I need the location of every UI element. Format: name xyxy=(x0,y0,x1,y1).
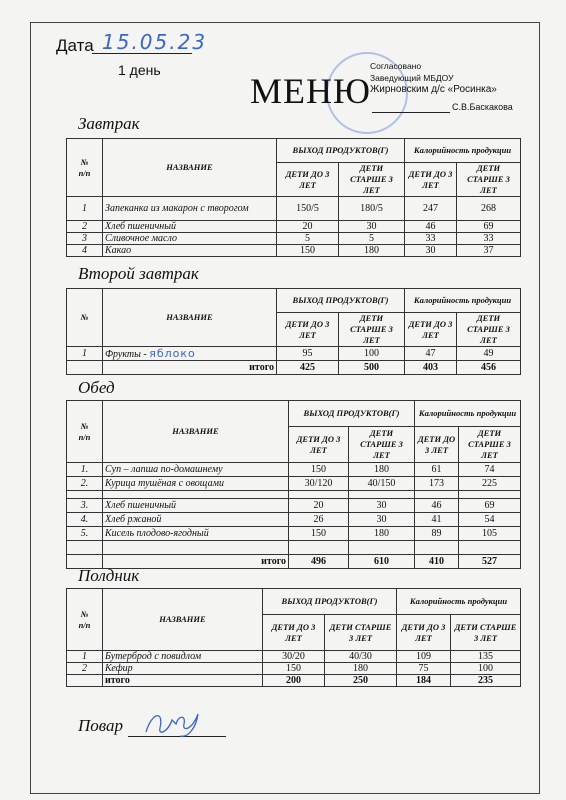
row-cal-under3: 33 xyxy=(405,233,457,245)
row-num: 5. xyxy=(67,527,103,541)
row-yield-over3: 40/30 xyxy=(325,651,397,663)
row-cal-over3: 69 xyxy=(457,221,521,233)
row-num: 2 xyxy=(67,663,103,675)
table-breakfast xyxy=(66,138,521,257)
header-yield: ВЫХОД ПРОДУКТОВ(Г) xyxy=(289,401,415,427)
row-yield-under3: 26 xyxy=(289,513,349,527)
header-under3-cal: ДЕТИ ДО 3 ЛЕТ xyxy=(405,163,457,197)
row-cal-under3: 75 xyxy=(397,663,451,675)
row-yield-under3: 150 xyxy=(289,463,349,477)
header-calories: Калорийность продукции xyxy=(405,139,521,163)
total-row xyxy=(67,675,521,687)
row-yield-over3: 5 xyxy=(339,233,405,245)
total-label: итого xyxy=(103,555,289,569)
row-name: Хлеб пшеничный xyxy=(103,221,277,233)
row-cal-over3: 135 xyxy=(451,651,521,663)
cook-label: Повар xyxy=(78,716,124,735)
header-name: НАЗВАНИЕ xyxy=(103,289,277,347)
header-over3-cal: ДЕТИ СТАРШЕ 3 ЛЕТ xyxy=(457,163,521,197)
row-name: Какао xyxy=(103,245,277,257)
header-over3-cal: ДЕТИ СТАРШЕ 3 ЛЕТ xyxy=(457,313,521,347)
approval-line-3: Жирновским д/с «Росинка» xyxy=(370,84,497,95)
header-name: НАЗВАНИЕ xyxy=(103,401,289,463)
total-cal-over3: 527 xyxy=(459,555,521,569)
header-over3-yield: ДЕТИ СТАРШЕ 3 ЛЕТ xyxy=(349,427,415,463)
row-num: 1. xyxy=(67,463,103,477)
row-cal-over3: 74 xyxy=(459,463,521,477)
row-yield-under3: 95 xyxy=(277,347,339,361)
total-yield-over3: 500 xyxy=(339,361,405,375)
row-yield-under3: 150 xyxy=(289,527,349,541)
row-cal-under3: 61 xyxy=(415,463,459,477)
total-cal-over3: 235 xyxy=(451,675,521,687)
row-num: 2 xyxy=(67,221,103,233)
table-spacer-row xyxy=(67,491,521,499)
table-row xyxy=(67,463,521,477)
approval-line-2: Заведующий МБДОУ xyxy=(370,73,454,83)
row-num: 4 xyxy=(67,245,103,257)
row-name: Хлеб ржаной xyxy=(103,513,289,527)
total-yield-under3: 496 xyxy=(289,555,349,569)
date-value-handwritten: 15.05.23 xyxy=(102,30,208,54)
header-name: НАЗВАНИЕ xyxy=(103,589,263,651)
row-yield-under3: 20 xyxy=(289,499,349,513)
row-yield-over3: 40/150 xyxy=(349,477,415,491)
header-num: № п/п xyxy=(67,139,103,197)
row-yield-under3: 150 xyxy=(263,663,325,675)
table-row xyxy=(67,663,521,675)
header-num: № п/п xyxy=(67,401,103,463)
row-yield-over3: 180/5 xyxy=(339,197,405,221)
row-cal-over3: 268 xyxy=(457,197,521,221)
section-title-snack: Полдник xyxy=(78,566,140,585)
row-cal-under3: 109 xyxy=(397,651,451,663)
row-cal-over3: 37 xyxy=(457,245,521,257)
row-yield-over3: 180 xyxy=(349,463,415,477)
header-under3-yield: ДЕТИ ДО 3 ЛЕТ xyxy=(289,427,349,463)
approval-block xyxy=(370,60,497,96)
row-cal-under3: 173 xyxy=(415,477,459,491)
table-row xyxy=(67,527,521,541)
row-yield-under3: 20 xyxy=(277,221,339,233)
table-second-breakfast xyxy=(66,288,521,375)
row-cal-under3: 247 xyxy=(405,197,457,221)
total-yield-over3: 250 xyxy=(325,675,397,687)
header-under3-cal: ДЕТИ ДО 3 ЛЕТ xyxy=(397,615,451,651)
header-name: НАЗВАНИЕ xyxy=(103,139,277,197)
row-cal-over3: 49 xyxy=(457,347,521,361)
header-num: № xyxy=(67,289,103,347)
total-cal-under3: 410 xyxy=(415,555,459,569)
row-name: Кефир xyxy=(103,663,263,675)
row-yield-under3: 150 xyxy=(277,245,339,257)
row-cal-over3: 225 xyxy=(459,477,521,491)
section-title-second-breakfast: Второй завтрак xyxy=(78,264,199,283)
row-name: Суп – лапша по-домашнему xyxy=(103,463,289,477)
total-label: итого xyxy=(103,675,263,687)
total-yield-over3: 610 xyxy=(349,555,415,569)
row-num: 1 xyxy=(67,651,103,663)
header-over3-cal: ДЕТИ СТАРШЕ 3 ЛЕТ xyxy=(459,427,521,463)
header-over3-cal: ДЕТИ СТАРШЕ 3 ЛЕТ xyxy=(451,615,521,651)
day-label: 1 день xyxy=(118,62,161,78)
header-over3-yield: ДЕТИ СТАРШЕ 3 ЛЕТ xyxy=(339,313,405,347)
row-name: Сливочное масло xyxy=(103,233,277,245)
row-cal-under3: 47 xyxy=(405,347,457,361)
total-label: итого xyxy=(103,361,277,375)
row-num: 1 xyxy=(67,197,103,221)
row-cal-over3: 69 xyxy=(459,499,521,513)
table-row xyxy=(67,221,521,233)
header-under3-yield: ДЕТИ ДО 3 ЛЕТ xyxy=(263,615,325,651)
header-under3-yield: ДЕТИ ДО 3 ЛЕТ xyxy=(277,313,339,347)
table-spacer-row xyxy=(67,541,521,555)
header-under3-cal: ДЕТИ ДО 3 ЛЕТ xyxy=(405,313,457,347)
row-name: Хлеб пшеничный xyxy=(103,499,289,513)
header-yield: ВЫХОД ПРОДУКТОВ(Г) xyxy=(277,289,405,313)
row-cal-under3: 46 xyxy=(405,221,457,233)
table-row xyxy=(67,197,521,221)
row-num: 1 xyxy=(67,347,103,361)
table-row xyxy=(67,245,521,257)
row-cal-under3: 46 xyxy=(415,499,459,513)
page-title: МЕНЮ xyxy=(250,71,371,111)
table-row xyxy=(67,477,521,491)
date-label: Дата xyxy=(56,36,94,55)
row-yield-over3: 180 xyxy=(339,245,405,257)
row-name: Бутерброд с повидлом xyxy=(103,651,263,663)
row-yield-under3: 30/120 xyxy=(289,477,349,491)
row-cal-over3: 33 xyxy=(457,233,521,245)
row-cal-under3: 89 xyxy=(415,527,459,541)
row-yield-under3: 5 xyxy=(277,233,339,245)
row-num: 3. xyxy=(67,499,103,513)
row-yield-over3: 30 xyxy=(349,499,415,513)
table-snack xyxy=(66,588,521,687)
header-under3-cal: ДЕТИ ДО 3 ЛЕТ xyxy=(415,427,459,463)
table-row xyxy=(67,513,521,527)
table-row xyxy=(67,347,521,361)
header-over3-yield: ДЕТИ СТАРШЕ 3 ЛЕТ xyxy=(339,163,405,197)
row-cal-under3: 30 xyxy=(405,245,457,257)
table-row xyxy=(67,651,521,663)
header-yield: ВЫХОД ПРОДУКТОВ(Г) xyxy=(263,589,397,615)
total-yield-under3: 425 xyxy=(277,361,339,375)
row-cal-under3: 41 xyxy=(415,513,459,527)
handwritten-fruit: яблоко xyxy=(149,346,196,360)
approval-signer: С.В.Баскакова xyxy=(452,102,513,112)
total-cal-over3: 456 xyxy=(457,361,521,375)
row-yield-under3: 30/20 xyxy=(263,651,325,663)
row-yield-under3: 150/5 xyxy=(277,197,339,221)
header-yield: ВЫХОД ПРОДУКТОВ(Г) xyxy=(277,139,405,163)
approval-line-1: Согласовано xyxy=(370,61,422,71)
row-name: Фрукты - яблоко xyxy=(103,347,277,361)
table-row xyxy=(67,499,521,513)
header-calories: Калорийность продукции xyxy=(405,289,521,313)
row-cal-over3: 105 xyxy=(459,527,521,541)
row-num: 4. xyxy=(67,513,103,527)
row-yield-over3: 30 xyxy=(349,513,415,527)
total-cal-under3: 403 xyxy=(405,361,457,375)
section-title-lunch: Обед xyxy=(78,378,115,397)
row-cal-over3: 100 xyxy=(451,663,521,675)
approval-signature-line xyxy=(372,112,450,113)
row-num: 3 xyxy=(67,233,103,245)
row-num: 2. xyxy=(67,477,103,491)
section-title-breakfast: Завтрак xyxy=(78,114,140,133)
total-yield-under3: 200 xyxy=(263,675,325,687)
table-lunch xyxy=(66,400,521,569)
header-over3-yield: ДЕТИ СТАРШЕ 3 ЛЕТ xyxy=(325,615,397,651)
row-yield-over3: 100 xyxy=(339,347,405,361)
row-name: Кисель плодово-ягодный xyxy=(103,527,289,541)
row-yield-over3: 180 xyxy=(325,663,397,675)
table-row xyxy=(67,233,521,245)
header-under3-yield: ДЕТИ ДО 3 ЛЕТ xyxy=(277,163,339,197)
row-name: Курица тушёная с овощами xyxy=(103,477,289,491)
total-cal-under3: 184 xyxy=(397,675,451,687)
row-yield-over3: 180 xyxy=(349,527,415,541)
header-num: № п/п xyxy=(67,589,103,651)
row-yield-over3: 30 xyxy=(339,221,405,233)
row-name: Запеканка из макарон с творогом xyxy=(103,197,277,221)
header-calories: Калорийность продукции xyxy=(397,589,521,615)
row-cal-over3: 54 xyxy=(459,513,521,527)
cook-signature xyxy=(142,702,206,742)
total-row xyxy=(67,361,521,375)
header-calories: Калорийность продукции xyxy=(415,401,521,427)
